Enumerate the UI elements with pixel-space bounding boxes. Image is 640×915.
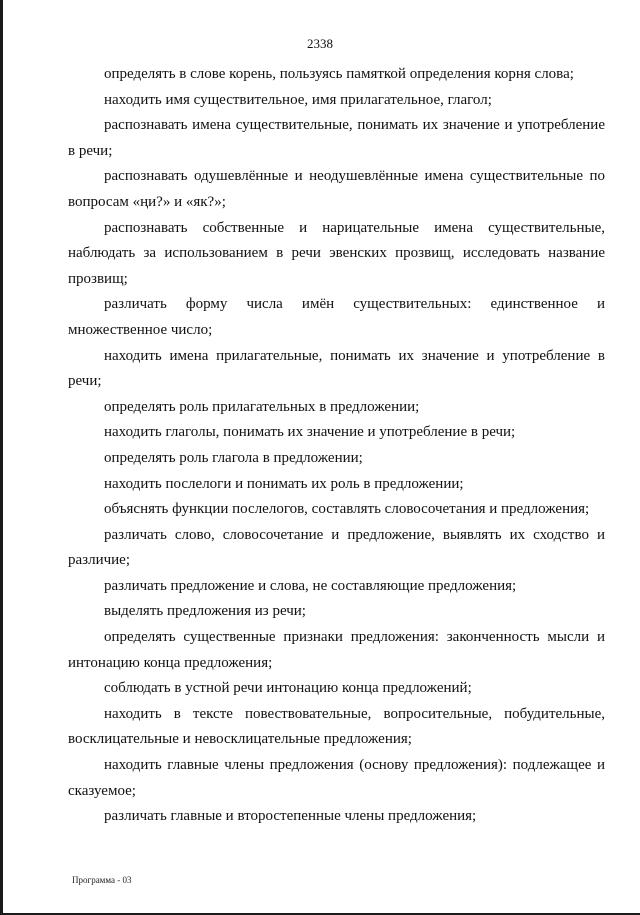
paragraph: определять существенные признаки предложения: законченность мысли и интонацию конца предложения;	[68, 629, 605, 671]
paragraph: находить главные члены предложения (основу предложения): подлежащее и сказуемое;	[68, 757, 605, 799]
paragraph: распознавать одушевлённые и неодушевлённые имена существительные по вопросам «ңи?» и «як?»;	[68, 168, 605, 210]
paragraph: объяснять функции послелогов, составлять словосочетания и предложения;	[104, 501, 590, 518]
footer-label: Программа - 03	[72, 875, 132, 885]
page-number: 2338	[307, 36, 333, 51]
paragraph: определять роль прилагательных в предложении;	[104, 398, 420, 415]
paragraph: находить глаголы, понимать их значение и употребление в речи;	[104, 424, 516, 441]
paragraph: различать слово, словосочетание и предложение, выявлять их сходство и различие;	[68, 526, 605, 569]
scan-edge-left	[0, 0, 3, 915]
paragraph: находить в тексте повествовательные, вопросительные, побудительные, восклицательные и невосклицательные предложения;	[68, 705, 605, 748]
paragraph: распознавать имена существительные, понимать их значение и употребление в речи;	[68, 117, 605, 159]
paragraph: находить послелоги и понимать их роль в предложении;	[104, 475, 464, 492]
paragraph: распознавать собственные и нарицательные имена существительные, наблюдать за использованием в речи эвенских прозвищ, исследовать название прозвищ;	[68, 219, 605, 287]
body-text	[68, 62, 605, 830]
paragraph: определять в слове корень, пользуясь памяткой определения корня слова;	[104, 66, 574, 82]
paragraph: выделять предложения из речи;	[104, 603, 306, 620]
paragraph: находить имена прилагательные, понимать их значение и употребление в речи;	[68, 347, 605, 390]
paragraph: находить имя существительное, имя прилагательное, глагол;	[104, 91, 492, 108]
paragraph: различать главные и второстепенные члены предложения;	[104, 808, 477, 825]
paragraph: определять роль глагола в предложении;	[104, 449, 363, 466]
paragraph: соблюдать в устной речи интонацию конца предложений;	[104, 680, 472, 697]
paragraph: различать предложение и слова, не составляющие предложения;	[104, 577, 517, 594]
paragraph: различать форму числа имён существительных: единственное и множественное число;	[68, 296, 605, 338]
